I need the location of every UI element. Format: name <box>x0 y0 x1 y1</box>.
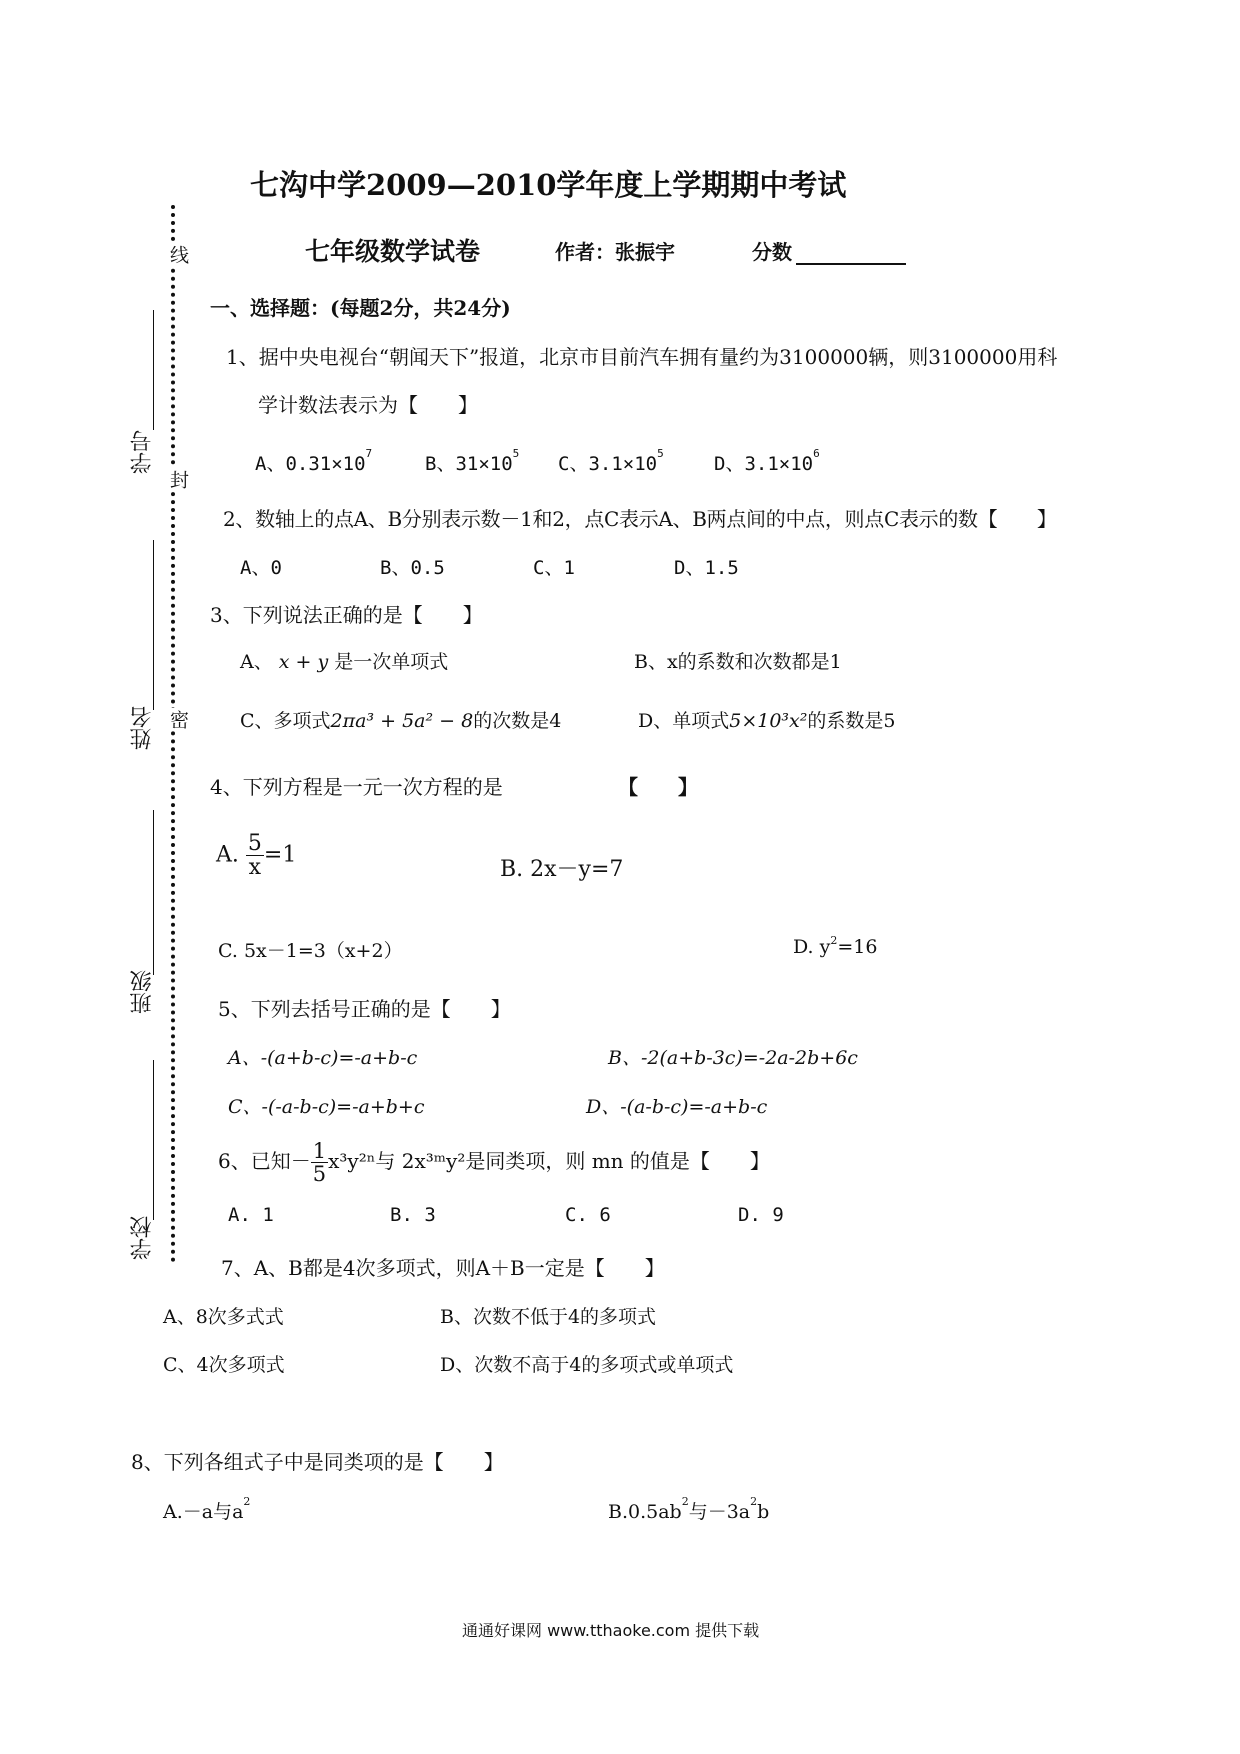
q8-option-a: A.－a与$a^2$ <box>163 1495 251 1523</box>
q1-option-c: C、$3.1\times 10^5$ <box>558 447 664 475</box>
q7-stem: 7、A、B都是4次多项式，则A＋B一定是【 】 <box>221 1256 665 1280</box>
q6-option-c: C. 6 <box>565 1204 611 1226</box>
q1-stem-line1: 1、据中央电视台“朝闻天下”报道，北京市目前汽车拥有量约为3100000辆，则3100000用科 <box>226 345 1058 369</box>
q2-stem: 2、数轴上的点A、B分别表示数－1和2，点C表示A、B两点间的中点，则点C表示的数【 】 <box>223 507 1057 531</box>
score-field <box>752 236 906 265</box>
q2-option-b: B、0.5 <box>380 557 445 579</box>
q5-option-d: D、-(a-b-c)=-a+b-c <box>586 1096 768 1118</box>
q4-answer-bracket: 【 】 <box>618 775 698 799</box>
q1-stem-line2: 学计数法表示为【 】 <box>258 393 478 417</box>
exam-title: 七沟中学2009—2010学年度上学期期中考试 <box>250 168 847 202</box>
q3-option-b: B、x的系数和次数都是1 <box>634 651 842 673</box>
q2-option-c: C、1 <box>533 557 575 579</box>
q6-option-a: A. 1 <box>228 1204 274 1226</box>
q1-option-a: A、$0.31\times 10^7$ <box>255 447 373 475</box>
q2-option-d: D、1.5 <box>674 557 739 579</box>
q3-option-d: D、单项式5×10³x²的系数是5 <box>638 710 896 732</box>
q6-option-b: B. 3 <box>390 1204 436 1226</box>
school-blank <box>153 1060 154 1220</box>
q5-option-b: B、-2(a+b-3c)=-2a-2b+6c <box>608 1047 858 1069</box>
score-blank <box>796 241 906 265</box>
class-label: 班级 <box>130 970 155 1014</box>
q1-option-b: B、$31\times 10^5$ <box>425 447 520 475</box>
q4-option-c: C. 5x－1=3（x+2） <box>218 940 403 962</box>
section-heading: 一、选择题：(每题2分，共24分) <box>210 296 511 320</box>
q5-option-c: C、-(-a-b-c)=-a+b+c <box>228 1096 425 1118</box>
q5-option-a: A、-(a+b-c)=-a+b-c <box>228 1047 418 1069</box>
q3-option-c: C、多项式2πa³ + 5a² − 8的次数是4 <box>240 710 562 732</box>
q3-stem: 3、下列说法正确的是【 】 <box>210 603 483 627</box>
q7-option-d: D、次数不高于4的多项式或单项式 <box>440 1354 734 1376</box>
q4-option-a: A. $\frac{5}{x}$ =1 <box>216 831 297 881</box>
q6-option-d: D. 9 <box>738 1204 784 1226</box>
margin-seal-char: 封 <box>165 468 192 491</box>
q7-option-b: B、次数不低于4的多项式 <box>440 1306 657 1328</box>
q5-stem: 5、下列去括号正确的是【 】 <box>218 997 511 1021</box>
q6-stem: 6、已知－ $\frac{1}{5}$ x³y²ⁿ与 2x³ᵐy²是同类项，则 mn 的值是【 】 <box>218 1139 770 1187</box>
class-blank <box>153 810 154 975</box>
q2-option-a: A、0 <box>240 557 282 579</box>
margin-secret-char: 密 <box>165 708 192 731</box>
q7-option-c: C、4次多项式 <box>163 1354 285 1376</box>
school-label: 学校 <box>130 1216 155 1260</box>
student-id-blank <box>153 310 154 430</box>
q4-option-a-fraction: $\frac{5}{x}$ <box>247 831 262 881</box>
q8-option-b: $B.0.5ab^2$与$-3a^2b$ <box>608 1495 770 1523</box>
q4-option-d: D. $y^2=16$ <box>793 934 878 958</box>
q1-option-d: D、$3.1\times 10^6$ <box>714 447 820 475</box>
q8-stem: 8、下列各组式子中是同类项的是【 】 <box>131 1450 504 1474</box>
author-label: 作者：张振宇 <box>555 240 675 264</box>
margin-line-char: 线 <box>165 243 192 266</box>
student-id-label: 学号 <box>130 430 155 474</box>
q3-option-a: A、 x + y 是一次单项式 <box>240 651 449 673</box>
q4-stem: 4、下列方程是一元一次方程的是 <box>210 775 503 799</box>
footer-source: 通通好课网 www.tthaoke.com 提供下载 <box>462 1621 760 1640</box>
binding-dotted-line <box>171 205 175 1263</box>
name-blank <box>153 540 154 710</box>
q7-option-a: A、8次多式式 <box>163 1306 284 1328</box>
score-label: 分数 <box>752 240 792 264</box>
q4-option-b: B. 2x－y=7 <box>500 857 624 882</box>
q6-fraction: $\frac{1}{5}$ <box>312 1139 327 1187</box>
exam-subtitle: 七年级数学试卷 <box>305 237 481 266</box>
name-label: 姓名 <box>130 706 155 750</box>
